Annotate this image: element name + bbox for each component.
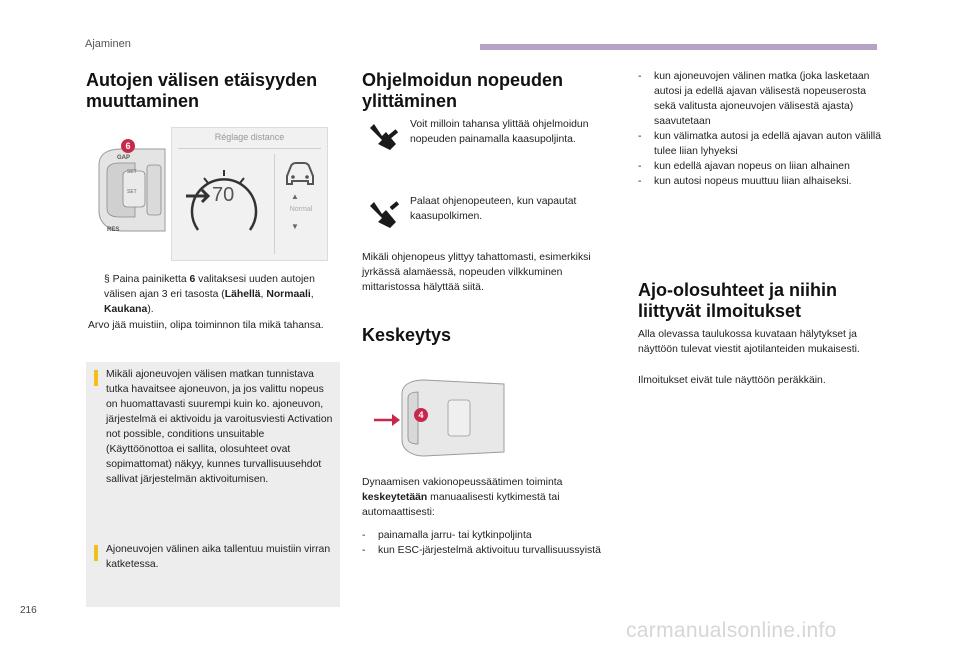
distance-setting-label: Normal: [289, 206, 313, 213]
list-item: - kun edellä ajavan nopeus on liian alhainen: [638, 159, 890, 174]
interrupt-stalk-illustration: [372, 370, 512, 464]
stalk-label-set-up: SET: [127, 169, 137, 175]
panel-divider: [178, 148, 321, 149]
condition-list: [638, 69, 890, 189]
override-item-2: Palaat ohjenopeuteen, kun vapautat kaasupolkimen.: [410, 196, 577, 222]
interrupt-title: [362, 325, 451, 346]
option-far: Kaukana: [104, 304, 148, 315]
speed-value: 70: [212, 184, 235, 206]
interrupt-text: [362, 475, 612, 520]
button-badge-4: 4: [414, 408, 428, 422]
option-normal: Normaali: [266, 289, 311, 300]
alerts-note: Ilmoitukset eivät tule näyttöön peräkkäin.: [638, 375, 826, 386]
col1-title-line1: Autojen välisen etäisyyden: [86, 70, 318, 90]
col1-title-line2: muuttaminen: [86, 91, 200, 111]
col3-title-line2: liittyvät ilmoitukset: [638, 301, 802, 321]
separator: ,: [310, 289, 314, 300]
interrupt-prefix: Dynaamisen vakionopeussäätimen toiminta: [362, 477, 563, 488]
accelerator-release-icon: [366, 200, 402, 230]
list-item: - kun ESC-järjestelmä aktivoituu turvallisuussyistä: [362, 543, 602, 558]
distance-instruction: [90, 272, 340, 317]
car-icon: [282, 158, 318, 188]
interrupt-list: [362, 528, 602, 558]
alerts-intro: Alla olevassa taulukossa kuvataan hälytykset ja näyttöön tulevat viestit ajotilanteiden mukaisesti.: [638, 329, 860, 355]
separator: ,: [260, 289, 267, 300]
stalk-label-res: RES: [107, 227, 120, 233]
interrupt-suffix: manuaalisesti kytkimestä tai automaattisesti:: [362, 492, 560, 518]
panel-title: Réglage distance: [214, 132, 285, 142]
watermark: carmanualsonline.info: [626, 619, 837, 642]
override-item-1: Voit milloin tahansa ylittää ohjelmoidun nopeuden painamalla kaasupoljinta.: [410, 119, 589, 145]
info-note-2: Ajoneuvojen välinen aika tallentuu muistiin virran katketessa.: [106, 544, 331, 570]
instruction-key: 6: [189, 274, 196, 285]
list-item: - kun autosi nopeus muuttuu liian alhaiseksi.: [638, 174, 890, 189]
col2-title-line2: ylittäminen: [362, 91, 458, 111]
header-accent-bar: [480, 44, 877, 50]
col1-title: [86, 70, 346, 112]
stalk-label-set-down: SET: [127, 189, 137, 195]
list-item: - painamalla jarru- tai kytkinpoljinta: [362, 528, 602, 543]
interrupt-figure: [372, 370, 512, 464]
instruction-prefix: § Paina painiketta: [104, 274, 190, 285]
section-label: Ajaminen: [85, 38, 131, 50]
option-close: Lähellä: [224, 289, 261, 300]
override-warning: Mikäli ohjenopeus ylittyy tahattomasti, esimerkiksi jyrkässä alamäessä, nopeuden vilkkuminen mittaristossa hälyttää siitä.: [362, 252, 591, 293]
list-item: - kun ajoneuvojen välinen matka (joka lasketaan autosi ja edellä ajavan välisestä nopeuserosta sekä valitusta ajoneuvojen välisestä ajasta) saavutetaan: [638, 69, 890, 129]
interrupt-title-text: Keskeytys: [362, 325, 452, 345]
distance-figure: [95, 117, 330, 265]
instruction-end: ).: [147, 304, 154, 315]
panel-vertical-divider: [274, 154, 275, 254]
col3-title-line1: Ajo-olosuhteet ja niihin: [638, 280, 837, 300]
col2-title: [362, 70, 612, 112]
info-note-1: Mikäli ajoneuvojen välisen matkan tunnistava tutka havaitsee ajoneuvon, ja jos valittu nopeus on huomattavasti suurempi kuin ko. ajoneuvon, järjestelmä ei aktivoidu ja varoitusviesti Activation not possible, conditions unsuitable (Käyttöönottoa ei sallita, olosuhteet ovat sopimattomat) näkyy, kunnes turvallisuusehdot sallivat järjestelmän aktivoitumisen.: [106, 369, 333, 485]
stalk-label-gap: GAP: [117, 155, 131, 161]
page-number: 216: [20, 605, 37, 616]
info-note-box: [86, 362, 340, 607]
interrupt-bold: keskeytetään: [362, 492, 428, 503]
up-arrow-icon: ▲: [291, 192, 299, 201]
instruction-mid: valitaksesi uuden autojen välisen ajan 3 eri tasosta (: [104, 274, 315, 300]
accelerator-press-icon: [366, 122, 402, 152]
down-arrow-icon: ▼: [291, 222, 299, 231]
col3-title: [638, 280, 888, 322]
col2-title-line1: Ohjelmoidun nopeuden: [362, 70, 563, 90]
info-icon-bar-1: [94, 370, 98, 386]
memory-text: Arvo jää muistiin, olipa toiminnon tila mikä tahansa.: [88, 320, 324, 331]
button-badge-6: 6: [121, 139, 135, 153]
list-item: - kun välimatka autosi ja edellä ajavan auton välillä tulee liian lyhyeksi: [638, 129, 890, 159]
distance-display-panel: [171, 127, 328, 261]
info-icon-bar-2: [94, 545, 98, 561]
